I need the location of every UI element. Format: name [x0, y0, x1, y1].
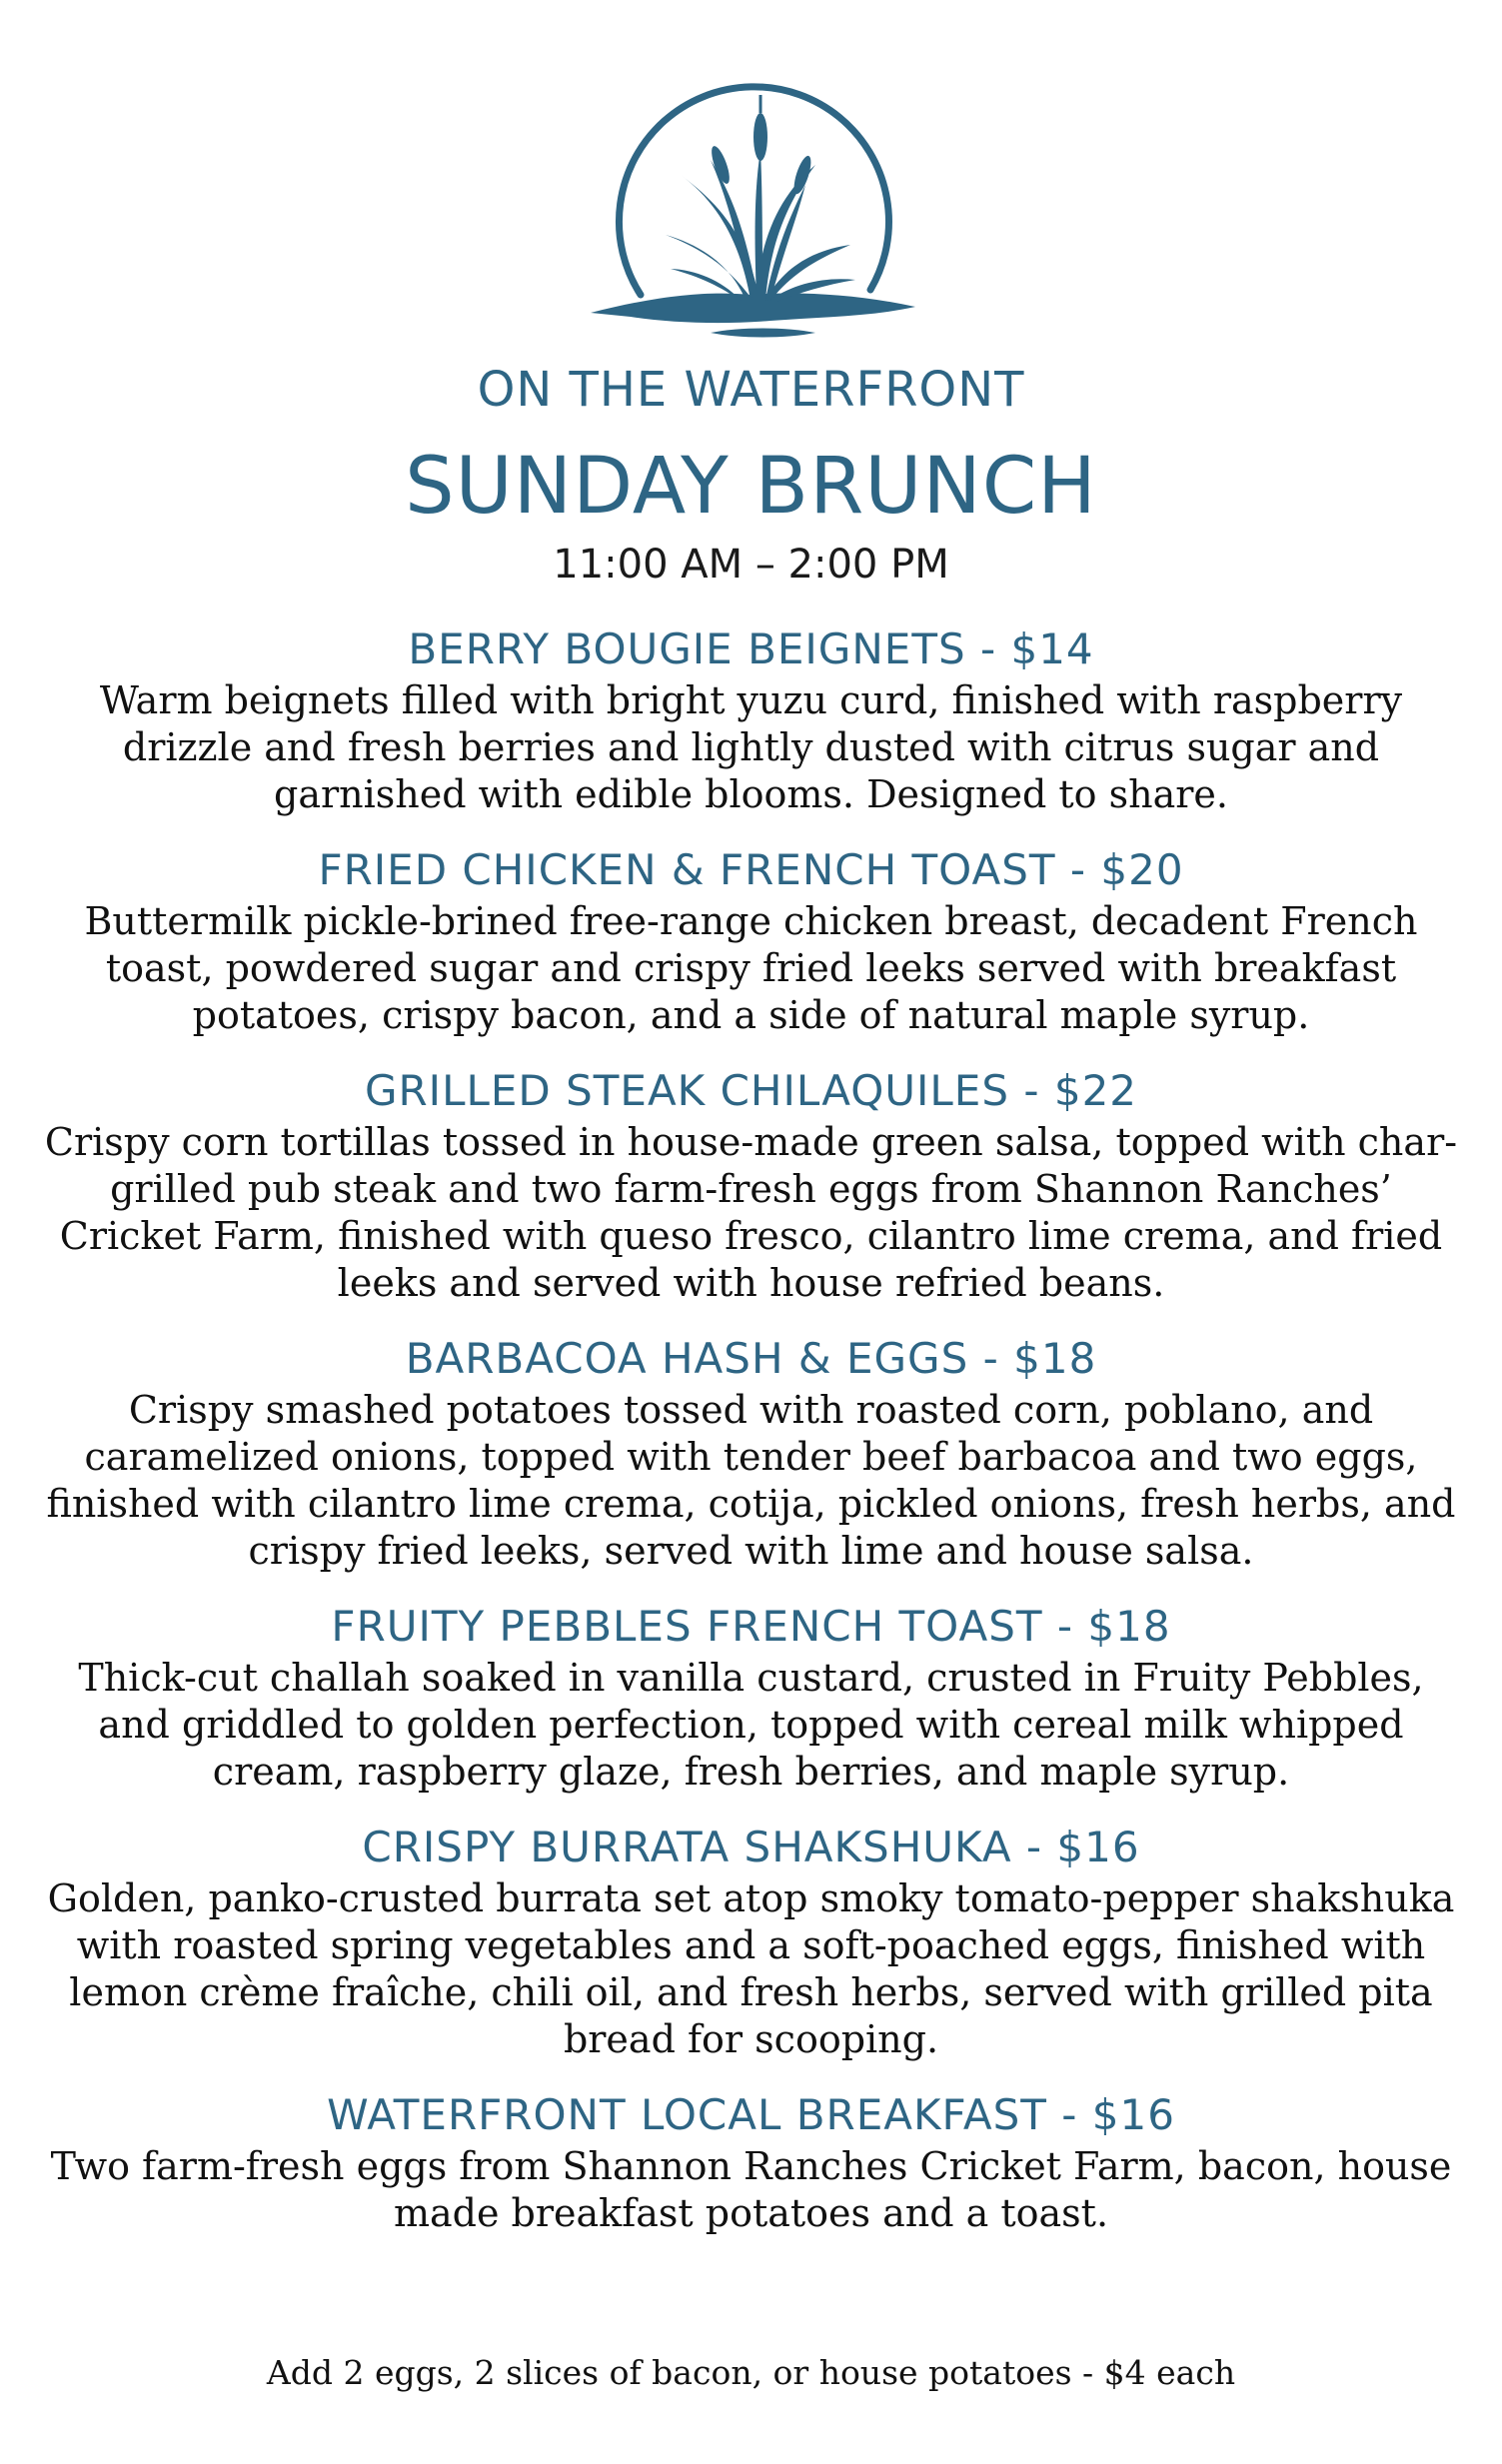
add-on-note: Add 2 eggs, 2 slices of bacon, or house potatoes - $4 each: [266, 2353, 1236, 2392]
menu-item: [40, 2087, 1462, 2237]
menu-item-title: BARBACOA HASH & EGGS - $18: [405, 1334, 1097, 1383]
menu-item-title: BERRY BOUGIE BEIGNETS - $14: [408, 624, 1094, 673]
menu-item-description: Crispy smashed potatoes tossed with roasted corn, poblano, and caramelized onions, topped with tender beef barbacoa and two eggs, finished with cilantro lime crema, cotija, pickled onions, fresh herbs, and crispy fried leeks, served with lime and house salsa.: [46, 1388, 1456, 1573]
menu-item: [40, 1599, 1462, 1796]
menu-item-description: Golden, panko-crusted burrata set atop smoky tomato-pepper shakshuka with roasted spring vegetables and a soft-poached eggs, finished with lemon crème fraîche, chili oil, and fresh herbs, served with grilled pita bread for scooping.: [47, 1876, 1455, 2061]
menu-item-description: Buttermilk pickle-brined free-range chicken breast, decadent French toast, powdered sugar and crispy fried leeks served with breakfast potatoes, crispy bacon, and a side of natural maple syrup.: [84, 899, 1418, 1037]
menu-item-description: Thick-cut challah soaked in vanilla custard, crusted in Fruity Pebbles, and griddled to golden perfection, topped with cereal milk whipped cream, raspberry glaze, fresh berries, and maple syrup.: [78, 1656, 1424, 1794]
menu-list: [40, 621, 1462, 2261]
menu-item: [40, 621, 1462, 818]
menu-item-description: Two farm-fresh eggs from Shannon Ranches Cricket Farm, bacon, house made breakfast potatoes and a toast.: [50, 2144, 1452, 2235]
venue-name: ON THE WATERFRONT: [477, 362, 1025, 418]
menu-item: [40, 842, 1462, 1039]
menu-item-title: CRISPY BURRATA SHAKSHUKA - $16: [362, 1823, 1140, 1871]
menu-item: [40, 1820, 1462, 2063]
menu-item-title: FRUITY PEBBLES FRENCH TOAST - $18: [331, 1602, 1171, 1651]
menu-item: [40, 1063, 1462, 1307]
event-title: SUNDAY BRUNCH: [405, 442, 1097, 532]
menu-item-title: WATERFRONT LOCAL BREAKFAST - $16: [327, 2090, 1175, 2139]
menu-item: [40, 1331, 1462, 1575]
menu-item-title: GRILLED STEAK CHILAQUILES - $22: [364, 1066, 1138, 1115]
menu-item-description: Crispy corn tortillas tossed in house-made green salsa, topped with char-grilled pub steak and two farm-fresh eggs from Shannon Ranches’ Cricket Farm, finished with queso fresco, cilantro lime crema, and fried leeks and served with house refried beans.: [44, 1120, 1458, 1305]
service-hours: 11:00 AM – 2:00 PM: [553, 542, 949, 588]
menu-item-title: FRIED CHICKEN & FRENCH TOAST - $20: [318, 845, 1184, 894]
menu-item-description: Warm beignets filled with bright yuzu curd, finished with raspberry drizzle and fresh berries and lightly dusted with citrus sugar and garnished with edible blooms. Designed to share.: [99, 678, 1403, 816]
cattail-reeds-moon-logo-icon: [571, 55, 930, 355]
